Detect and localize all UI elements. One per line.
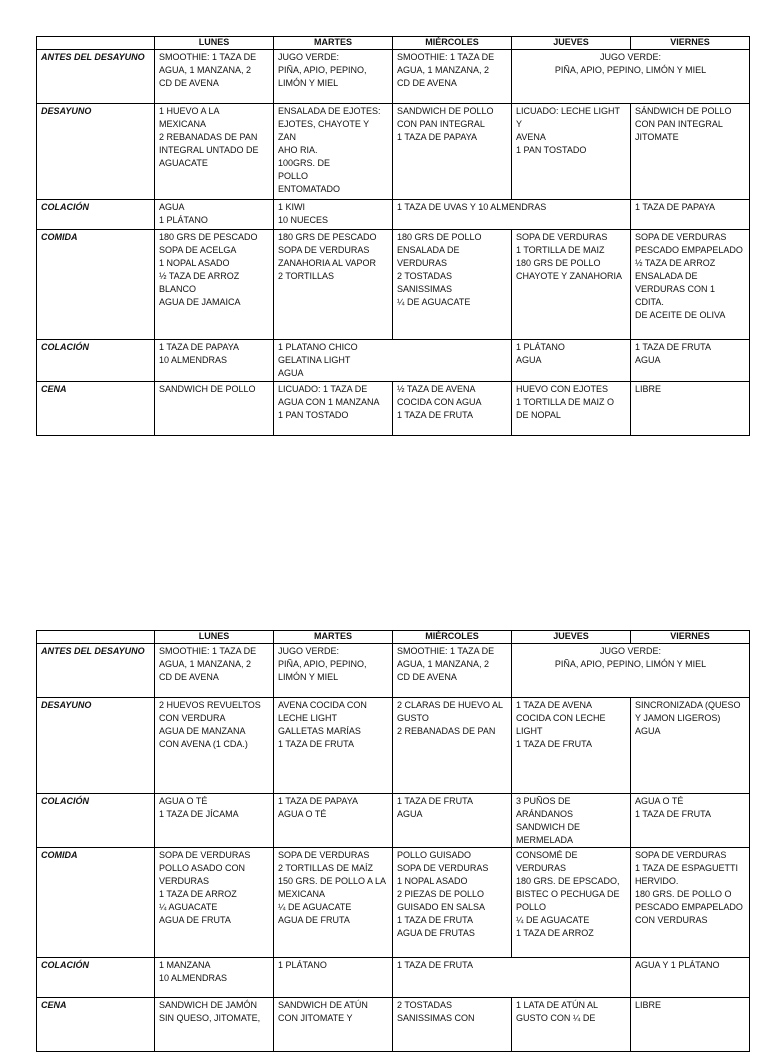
meal-cell: 1 PLÁTANO AGUA bbox=[512, 340, 631, 382]
meal-cell: SMOOTHIE: 1 TAZA DE AGUA, 1 MANZANA, 2 CD DE AVENA bbox=[155, 50, 274, 104]
table-body bbox=[37, 644, 750, 1052]
table-row bbox=[37, 230, 750, 340]
meal-cell: CONSOMÉ DE VERDURAS 180 GRS. DE EPSCADO, BISTEC O PECHUGA DE POLLO ¼ DE AGUACATE 1 TAZA DE ARROZ bbox=[512, 848, 631, 958]
meal-cell: 1 TAZA DE FRUTA AGUA bbox=[631, 340, 750, 382]
meal-label: COLACIÓN bbox=[37, 340, 155, 382]
day-header-jueves: JUEVES bbox=[512, 37, 631, 50]
day-header-martes: MARTES bbox=[274, 37, 393, 50]
table-row bbox=[37, 382, 750, 436]
day-header-miercoles: MIÉRCOLES bbox=[393, 631, 512, 644]
meal-cell: JUGO VERDE: PIÑA, APIO, PEPINO, LIMÓN Y MIEL bbox=[274, 50, 393, 104]
day-header-jueves: JUEVES bbox=[512, 631, 631, 644]
table-row bbox=[37, 104, 750, 200]
table-row bbox=[37, 50, 750, 104]
meal-cell: 1 PLATANO CHICO GELATINA LIGHT AGUA bbox=[274, 340, 512, 382]
table-row bbox=[37, 698, 750, 794]
meal-label: COLACIÓN bbox=[37, 958, 155, 998]
meal-cell: LIBRE bbox=[631, 382, 750, 436]
meal-label: CENA bbox=[37, 998, 155, 1052]
table-row bbox=[37, 848, 750, 958]
meal-cell: SOPA DE VERDURAS POLLO ASADO CON VERDURAS 1 TAZA DE ARROZ ¼ AGUACATE AGUA DE FRUTA bbox=[155, 848, 274, 958]
meal-cell: 1 HUEVO A LA MEXICANA 2 REBANADAS DE PAN INTEGRAL UNTADO DE AGUACATE bbox=[155, 104, 274, 200]
meal-cell: ENSALADA DE EJOTES: EJOTES, CHAYOTE Y ZAN AHO RIA. 100GRS. DE POLLO ENTOMATADO bbox=[274, 104, 393, 200]
day-header-miercoles: MIÉRCOLES bbox=[393, 37, 512, 50]
day-header-viernes: VIERNES bbox=[631, 37, 750, 50]
meal-cell: JUGO VERDE: PIÑA, APIO, PEPINO, LIMÓN Y MIEL bbox=[512, 644, 750, 698]
meal-label: COMIDA bbox=[37, 230, 155, 340]
meal-cell: SOPA DE VERDURAS PESCADO EMPAPELADO ½ TAZA DE ARROZ ENSALADA DE VERDURAS CON 1 CDITA. DE ACEITE DE OLIVA bbox=[631, 230, 750, 340]
meal-cell: SÁNDWICH DE POLLO CON PAN INTEGRAL JITOMATE bbox=[631, 104, 750, 200]
meal-cell: SOPA DE VERDURAS 1 TAZA DE ESPAGUETTI HERVIDO. 180 GRS. DE POLLO O PESCADO EMPAPELADO CON VERDURAS bbox=[631, 848, 750, 958]
meal-cell: 1 TAZA DE FRUTA AGUA bbox=[393, 794, 512, 848]
meal-cell: 1 MANZANA 10 ALMENDRAS bbox=[155, 958, 274, 998]
meal-cell: 180 GRS DE POLLO ENSALADA DE VERDURAS 2 TOSTADAS SANISSIMAS ¼ DE AGUACATE bbox=[393, 230, 512, 340]
meal-cell: LICUADO: LECHE LIGHT Y AVENA 1 PAN TOSTADO bbox=[512, 104, 631, 200]
meal-cell: 1 LATA DE ATÚN AL GUSTO CON ¼ DE bbox=[512, 998, 631, 1052]
meal-cell: 2 CLARAS DE HUEVO AL GUSTO 2 REBANADAS DE PAN bbox=[393, 698, 512, 794]
meal-cell: SANDWICH DE POLLO CON PAN INTEGRAL 1 TAZA DE PAPAYA bbox=[393, 104, 512, 200]
meal-cell: 1 TAZA DE PAPAYA AGUA O TÉ bbox=[274, 794, 393, 848]
meal-cell: SOPA DE VERDURAS 1 TORTILLA DE MAIZ 180 GRS DE POLLO CHAYOTE Y ZANAHORIA bbox=[512, 230, 631, 340]
meal-plan-table-1 bbox=[36, 36, 750, 436]
meal-cell: 3 PUÑOS DE ARÁNDANOS SANDWICH DE MERMELADA bbox=[512, 794, 631, 848]
meal-label: ANTES DEL DESAYUNO bbox=[37, 50, 155, 104]
meal-cell: JUGO VERDE: PIÑA, APIO, PEPINO, LIMÓN Y MIEL bbox=[512, 50, 750, 104]
table-row bbox=[37, 200, 750, 230]
meal-cell: 1 TAZA DE PAPAYA 10 ALMENDRAS bbox=[155, 340, 274, 382]
meal-cell: POLLO GUISADO SOPA DE VERDURAS 1 NOPAL ASADO 2 PIEZAS DE POLLO GUISADO EN SALSA 1 TAZA DE FRUTA AGUA DE FRUTAS bbox=[393, 848, 512, 958]
meal-label: CENA bbox=[37, 382, 155, 436]
table-body bbox=[37, 50, 750, 436]
meal-label: COLACIÓN bbox=[37, 794, 155, 848]
day-header-martes: MARTES bbox=[274, 631, 393, 644]
meal-cell: AGUA 1 PLÁTANO bbox=[155, 200, 274, 230]
meal-cell: ½ TAZA DE AVENA COCIDA CON AGUA 1 TAZA DE FRUTA bbox=[393, 382, 512, 436]
table-row bbox=[37, 794, 750, 848]
header-row bbox=[37, 37, 750, 50]
meal-plan-table-2 bbox=[36, 630, 750, 1052]
meal-cell: SMOOTHIE: 1 TAZA DE AGUA, 1 MANZANA, 2 CD DE AVENA bbox=[393, 644, 512, 698]
table-row bbox=[37, 644, 750, 698]
meal-cell: AGUA O TÉ 1 TAZA DE JÍCAMA bbox=[155, 794, 274, 848]
meal-cell: 1 TAZA DE PAPAYA bbox=[631, 200, 750, 230]
meal-cell: SMOOTHIE: 1 TAZA DE AGUA, 1 MANZANA, 2 CD DE AVENA bbox=[155, 644, 274, 698]
meal-label: COLACIÓN bbox=[37, 200, 155, 230]
table-row bbox=[37, 958, 750, 998]
day-header-lunes: LUNES bbox=[155, 631, 274, 644]
meal-cell: SMOOTHIE: 1 TAZA DE AGUA, 1 MANZANA, 2 CD DE AVENA bbox=[393, 50, 512, 104]
meal-cell: 180 GRS DE PESCADO SOPA DE ACELGA 1 NOPAL ASADO ½ TAZA DE ARROZ BLANCO AGUA DE JAMAICA bbox=[155, 230, 274, 340]
corner-header bbox=[37, 37, 155, 50]
meal-cell: AGUA O TÉ 1 TAZA DE FRUTA bbox=[631, 794, 750, 848]
meal-label: COMIDA bbox=[37, 848, 155, 958]
day-header-lunes: LUNES bbox=[155, 37, 274, 50]
meal-cell: 1 TAZA DE UVAS Y 10 ALMENDRAS bbox=[393, 200, 631, 230]
meal-cell: SANDWICH DE POLLO bbox=[155, 382, 274, 436]
meal-cell: SANDWICH DE JAMÓN SIN QUESO, JITOMATE, bbox=[155, 998, 274, 1052]
meal-cell: AVENA COCIDA CON LECHE LIGHT GALLETAS MARÍAS 1 TAZA DE FRUTA bbox=[274, 698, 393, 794]
meal-cell: LICUADO: 1 TAZA DE AGUA CON 1 MANZANA 1 PAN TOSTADO bbox=[274, 382, 393, 436]
meal-cell: 180 GRS DE PESCADO SOPA DE VERDURAS ZANAHORIA AL VAPOR 2 TORTILLAS bbox=[274, 230, 393, 340]
meal-cell: 1 TAZA DE FRUTA bbox=[393, 958, 631, 998]
day-header-viernes: VIERNES bbox=[631, 631, 750, 644]
meal-cell: 1 TAZA DE AVENA COCIDA CON LECHE LIGHT 1 TAZA DE FRUTA bbox=[512, 698, 631, 794]
meal-cell: SINCRONIZADA (QUESO Y JAMON LIGEROS) AGUA bbox=[631, 698, 750, 794]
meal-cell: 1 PLÁTANO bbox=[274, 958, 393, 998]
meal-label: DESAYUNO bbox=[37, 104, 155, 200]
corner-header bbox=[37, 631, 155, 644]
meal-cell: LIBRE bbox=[631, 998, 750, 1052]
meal-cell: HUEVO CON EJOTES 1 TORTILLA DE MAIZ O DE NOPAL bbox=[512, 382, 631, 436]
meal-cell: SANDWICH DE ATÚN CON JITOMATE Y bbox=[274, 998, 393, 1052]
meal-cell: AGUA Y 1 PLÁTANO bbox=[631, 958, 750, 998]
meal-cell: 2 HUEVOS REVUELTOS CON VERDURA AGUA DE MANZANA CON AVENA (1 CDA.) bbox=[155, 698, 274, 794]
table-row bbox=[37, 340, 750, 382]
meal-cell: SOPA DE VERDURAS 2 TORTILLAS DE MAÍZ 150 GRS. DE POLLO A LA MEXICANA ¼ DE AGUACATE AGUA DE FRUTA bbox=[274, 848, 393, 958]
meal-cell: 2 TOSTADAS SANISSIMAS CON bbox=[393, 998, 512, 1052]
meal-label: DESAYUNO bbox=[37, 698, 155, 794]
meal-label: ANTES DEL DESAYUNO bbox=[37, 644, 155, 698]
table-row bbox=[37, 998, 750, 1052]
header-row bbox=[37, 631, 750, 644]
meal-cell: 1 KIWI 10 NUECES bbox=[274, 200, 393, 230]
meal-cell: JUGO VERDE: PIÑA, APIO, PEPINO, LIMÓN Y MIEL bbox=[274, 644, 393, 698]
